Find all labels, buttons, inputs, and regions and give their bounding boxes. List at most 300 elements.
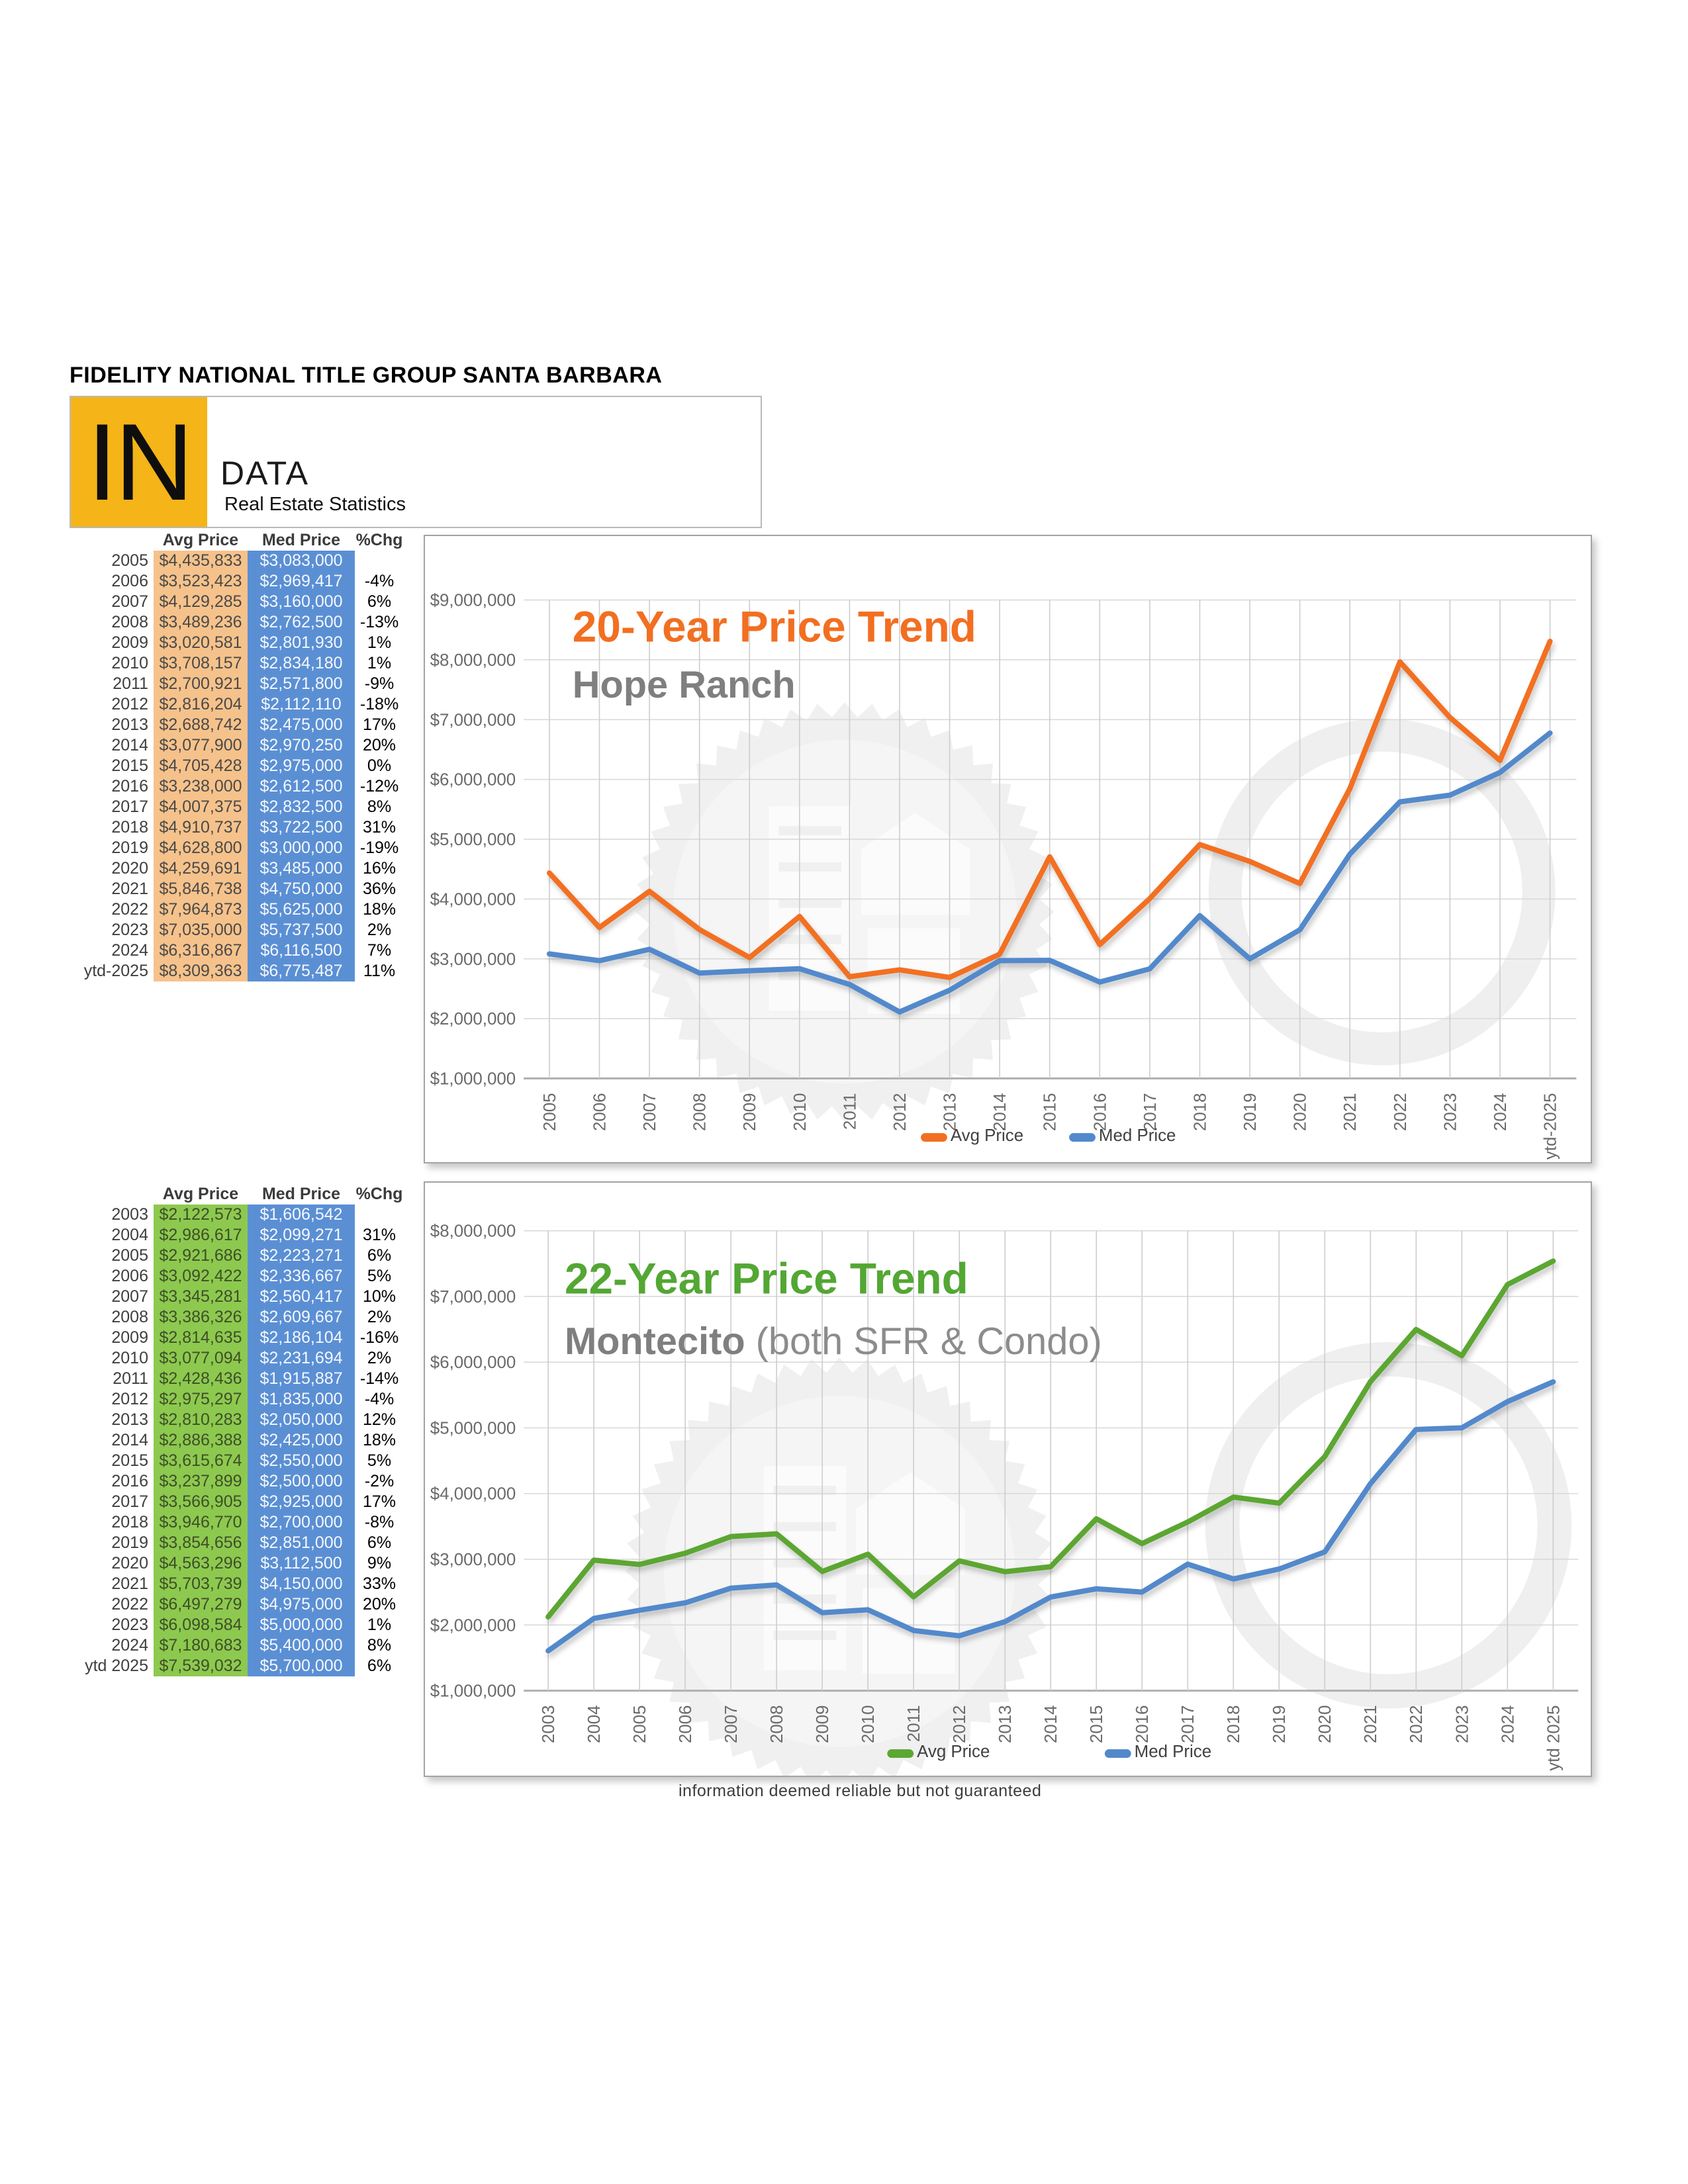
pct-change-cell: 20% [362, 736, 397, 754]
x-axis-label: 2011 [841, 1093, 860, 1130]
table-row [66, 920, 404, 940]
table-row [66, 899, 404, 920]
med-price-cell: $1,835,000 [248, 1389, 355, 1410]
year-cell: 2012 [111, 1390, 148, 1408]
year-cell: 2022 [111, 900, 148, 919]
med-price-cell: $2,925,000 [248, 1492, 355, 1512]
avg-price-cell: $4,563,296 [154, 1553, 248, 1574]
year-cell: 2006 [111, 572, 148, 590]
year-cell: 2004 [111, 1226, 148, 1244]
avg-price-header: Avg Price [162, 1185, 239, 1203]
x-axis-label: 2009 [741, 1093, 760, 1132]
table-row [66, 838, 404, 858]
avg-price-cell: $6,098,584 [154, 1615, 248, 1635]
x-axis-label: 2013 [996, 1705, 1015, 1744]
pct-change-cell: 6% [367, 1246, 392, 1265]
med-price-cell: $3,112,500 [248, 1553, 355, 1574]
avg-price-cell: $2,921,686 [154, 1246, 248, 1266]
table-row [66, 1594, 404, 1615]
table-row [66, 1553, 404, 1574]
legend-swatch [1069, 1133, 1096, 1142]
y-axis-label: $6,000,000 [430, 770, 516, 790]
pct-change-cell: 33% [362, 1574, 397, 1593]
table-row [66, 1410, 404, 1430]
x-axis-label: 2004 [585, 1705, 604, 1744]
table-row [66, 1430, 404, 1451]
logo-mark-text: IN [87, 400, 191, 523]
med-price-cell: $5,700,000 [248, 1656, 355, 1676]
med-price-cell: $6,775,487 [248, 961, 355, 981]
y-axis-label: $1,000,000 [430, 1069, 516, 1089]
year-cell: 2009 [111, 1328, 148, 1347]
y-axis-label: $3,000,000 [430, 1550, 516, 1569]
avg-price-cell: $3,020,581 [154, 633, 248, 653]
x-axis-label: 2024 [1491, 1093, 1510, 1132]
year-cell: 2007 [111, 592, 148, 611]
year-cell: 2023 [111, 921, 148, 939]
avg-price-cell: $3,946,770 [154, 1512, 248, 1533]
year-cell: ytd 2025 [85, 1657, 148, 1675]
pct-change-cell [355, 1205, 404, 1225]
chart-title: 22-Year Price Trend [564, 1254, 968, 1303]
legend-swatch [887, 1749, 914, 1758]
avg-price-header: Avg Price [162, 531, 239, 549]
table-row [66, 1225, 404, 1246]
year-cell: 2006 [111, 1267, 148, 1285]
med-price-cell: $2,186,104 [248, 1328, 355, 1348]
table-row [66, 571, 404, 592]
avg-price-cell: $6,497,279 [154, 1594, 248, 1615]
year-cell: 2017 [111, 797, 148, 816]
y-axis-label: $2,000,000 [430, 1010, 516, 1029]
table-row [66, 1307, 404, 1328]
pct-change-cell: 2% [367, 1349, 392, 1367]
x-axis-label: 2023 [1453, 1705, 1472, 1744]
x-axis-label: 2021 [1362, 1705, 1381, 1744]
med-price-cell: $2,571,800 [248, 674, 355, 694]
table-body [66, 551, 404, 981]
med-price-cell: $2,851,000 [248, 1533, 355, 1553]
table-row [66, 1635, 404, 1656]
pct-change-cell: 1% [367, 1615, 392, 1634]
avg-price-cell: $3,237,899 [154, 1471, 248, 1492]
med-price-cell: $2,560,417 [248, 1287, 355, 1307]
table-row [66, 674, 404, 694]
med-price-cell: $2,700,000 [248, 1512, 355, 1533]
year-cell: 2024 [111, 1636, 148, 1655]
med-price-cell: $2,231,694 [248, 1348, 355, 1369]
x-axis-label: 2003 [539, 1705, 559, 1744]
pct-change-cell: 6% [367, 1657, 392, 1675]
table-row [66, 756, 404, 776]
pct-change-cell: 8% [367, 797, 392, 816]
avg-price-cell: $4,259,691 [154, 858, 248, 879]
legend-label: Med Price [1098, 1126, 1176, 1146]
table-row [66, 1512, 404, 1533]
x-axis-label: 2005 [631, 1705, 650, 1744]
med-price-cell: $2,612,500 [248, 776, 355, 797]
med-price-cell: $2,050,000 [248, 1410, 355, 1430]
med-price-cell: $3,083,000 [248, 551, 355, 571]
avg-price-cell: $3,092,422 [154, 1266, 248, 1287]
legend-label: Avg Price [917, 1743, 990, 1762]
avg-price-cell: $3,345,281 [154, 1287, 248, 1307]
avg-price-cell: $3,077,094 [154, 1348, 248, 1369]
pct-change-cell: -13% [359, 613, 399, 631]
x-axis-label: 2023 [1441, 1093, 1460, 1132]
avg-price-cell: $2,814,635 [154, 1328, 248, 1348]
year-cell: 2010 [111, 654, 148, 672]
x-axis-label: ytd-2025 [1541, 1093, 1560, 1160]
med-price-cell: $2,336,667 [248, 1266, 355, 1287]
table-row [66, 592, 404, 612]
med-price-header: Med Price [261, 531, 341, 549]
table-row [66, 1389, 404, 1410]
table-row [66, 961, 404, 981]
med-price-cell: $5,400,000 [248, 1635, 355, 1656]
x-axis-label: 2017 [1141, 1093, 1160, 1132]
hope-ranch-chart [424, 535, 1592, 1163]
avg-price-cell: $3,708,157 [154, 653, 248, 674]
pct-change-cell: 0% [367, 756, 392, 775]
y-axis-label: $1,000,000 [430, 1682, 516, 1701]
legend-swatch [1105, 1749, 1131, 1758]
watermark-ring-icon [1225, 735, 1539, 1049]
y-axis-label: $4,000,000 [430, 1484, 516, 1504]
avg-price-cell: $5,703,739 [154, 1574, 248, 1594]
pct-change-cell: 17% [362, 715, 397, 734]
med-price-cell: $5,625,000 [248, 899, 355, 920]
avg-price-cell: $7,539,032 [154, 1656, 248, 1676]
montecito-table [66, 1183, 404, 1676]
pct-change-cell: 6% [367, 1533, 392, 1552]
pct-change-cell: 1% [367, 633, 392, 652]
med-price-cell: $2,762,500 [248, 612, 355, 633]
logo-box [70, 396, 762, 528]
table-row [66, 858, 404, 879]
y-axis-label: $8,000,000 [430, 1222, 516, 1241]
x-axis-label: 2019 [1241, 1093, 1260, 1132]
med-price-cell: $4,975,000 [248, 1594, 355, 1615]
avg-price-cell: $4,007,375 [154, 797, 248, 817]
med-price-cell: $3,160,000 [248, 592, 355, 612]
pct-change-cell: 9% [367, 1554, 392, 1572]
avg-price-cell: $4,705,428 [154, 756, 248, 776]
year-cell: 2020 [111, 1554, 148, 1572]
med-price-cell: $5,737,500 [248, 920, 355, 940]
disclaimer-text: information deemed reliable but not guaranteed [679, 1782, 1042, 1800]
table-row [66, 940, 404, 961]
pct-change-cell: 18% [362, 900, 397, 919]
med-price-cell: $2,425,000 [248, 1430, 355, 1451]
year-cell: 2010 [111, 1349, 148, 1367]
year-cell: 2012 [111, 695, 148, 713]
med-price-cell: $2,550,000 [248, 1451, 355, 1471]
legend-swatch [921, 1133, 947, 1142]
avg-price-cell: $6,316,867 [154, 940, 248, 961]
table-row [66, 1574, 404, 1594]
pct-change-cell: 1% [367, 654, 392, 672]
med-price-cell: $2,500,000 [248, 1471, 355, 1492]
med-price-cell: $1,915,887 [248, 1369, 355, 1389]
med-price-cell: $2,832,500 [248, 797, 355, 817]
avg-price-cell: $3,566,905 [154, 1492, 248, 1512]
table-body [66, 1205, 404, 1676]
x-axis-label: 2018 [1225, 1705, 1244, 1744]
x-axis-label: 2018 [1191, 1093, 1210, 1132]
table-header-row [66, 529, 404, 551]
pct-change-cell: 11% [363, 962, 396, 980]
pct-change-cell: 12% [362, 1410, 397, 1429]
year-cell: 2007 [111, 1287, 148, 1306]
pct-change-cell: 7% [367, 941, 392, 960]
avg-price-cell: $2,816,204 [154, 694, 248, 715]
med-price-cell: $2,475,000 [248, 715, 355, 735]
hope-ranch-table [66, 529, 404, 981]
avg-price-cell: $3,238,000 [154, 776, 248, 797]
x-axis-label: 2013 [941, 1093, 960, 1132]
year-cell: 2011 [113, 674, 148, 693]
med-price-cell: $6,116,500 [248, 940, 355, 961]
chart-svg [425, 536, 1591, 1162]
pct-change-cell: -12% [359, 777, 399, 796]
x-axis-label: 2010 [790, 1093, 810, 1132]
pct-change-cell: -19% [359, 839, 399, 857]
year-cell: 2011 [113, 1369, 148, 1388]
pct-change-cell: -4% [364, 1390, 395, 1408]
pct-change-cell: 8% [367, 1636, 392, 1655]
x-axis-label: ytd 2025 [1544, 1705, 1564, 1771]
pct-change-cell: -18% [359, 695, 399, 713]
legend-label: Med Price [1134, 1743, 1212, 1762]
avg-price-cell: $2,428,436 [154, 1369, 248, 1389]
pct-change-cell: 16% [362, 859, 397, 878]
x-axis-label: 2012 [890, 1093, 910, 1132]
x-axis-label: 2007 [722, 1705, 741, 1744]
watermark-ring-icon [1223, 1359, 1555, 1692]
year-cell: 2003 [111, 1205, 148, 1224]
pct-change-cell: 6% [367, 592, 392, 611]
avg-price-cell: $2,986,617 [154, 1225, 248, 1246]
avg-price-cell: $2,810,283 [154, 1410, 248, 1430]
chart-subtitle: Hope Ranch [572, 663, 796, 706]
avg-price-cell: $2,688,742 [154, 715, 248, 735]
x-axis-label: 2020 [1316, 1705, 1335, 1744]
table-header-row [66, 1183, 404, 1205]
montecito-chart [424, 1181, 1592, 1777]
y-axis-label: $6,000,000 [430, 1353, 516, 1373]
table-row [66, 1348, 404, 1369]
x-axis-label: 2006 [590, 1093, 610, 1132]
x-axis-label: 2022 [1391, 1093, 1410, 1132]
year-cell: 2021 [111, 1574, 148, 1593]
table-row [66, 1287, 404, 1307]
table-row [66, 1451, 404, 1471]
avg-price-cell: $3,615,674 [154, 1451, 248, 1471]
med-price-cell: $3,000,000 [248, 838, 355, 858]
pct-change-cell: 5% [367, 1451, 392, 1470]
pct-change-cell: 31% [362, 818, 397, 837]
table-row [66, 776, 404, 797]
avg-price-cell: $7,035,000 [154, 920, 248, 940]
legend-label: Avg Price [950, 1126, 1024, 1146]
pct-change-cell: 5% [367, 1267, 392, 1285]
chart-svg [425, 1183, 1591, 1776]
year-cell: 2021 [111, 880, 148, 898]
med-price-cell: $5,000,000 [248, 1615, 355, 1635]
year-cell: 2009 [111, 633, 148, 652]
y-axis-label: $8,000,000 [430, 651, 516, 670]
x-axis-label: 2011 [905, 1705, 924, 1743]
pct-change-cell: -8% [364, 1513, 395, 1531]
pct-change-cell: 31% [362, 1226, 397, 1244]
pct-change-cell: 36% [362, 880, 397, 898]
year-cell: 2015 [111, 756, 148, 775]
year-cell: 2024 [111, 941, 148, 960]
table-row [66, 1471, 404, 1492]
avg-price-cell: $3,854,656 [154, 1533, 248, 1553]
pct-change-header: %Chg [355, 1185, 403, 1203]
pct-change-cell: 17% [362, 1492, 397, 1511]
y-axis-label: $4,000,000 [430, 890, 516, 909]
pct-change-cell: 10% [362, 1287, 397, 1306]
table-row [66, 1328, 404, 1348]
x-axis-label: 2010 [859, 1705, 878, 1744]
avg-price-cell: $2,886,388 [154, 1430, 248, 1451]
avg-price-cell: $7,964,873 [154, 899, 248, 920]
med-price-cell: $4,150,000 [248, 1574, 355, 1594]
pct-change-cell: -2% [364, 1472, 395, 1490]
x-axis-label: 2007 [641, 1093, 660, 1132]
year-cell: 2005 [111, 551, 148, 570]
x-axis-label: 2008 [768, 1705, 787, 1744]
year-cell: 2013 [111, 715, 148, 734]
y-axis-label: $3,000,000 [430, 950, 516, 969]
year-cell: 2017 [111, 1492, 148, 1511]
year-cell: 2018 [111, 818, 148, 837]
year-cell: 2005 [111, 1246, 148, 1265]
med-price-cell: $4,750,000 [248, 879, 355, 899]
year-header [66, 1183, 154, 1205]
table-row [66, 1492, 404, 1512]
y-axis-label: $9,000,000 [430, 591, 516, 610]
x-axis-label: 2008 [690, 1093, 710, 1132]
year-cell: 2008 [111, 613, 148, 631]
year-cell: 2016 [111, 777, 148, 796]
table-row [66, 1533, 404, 1553]
table-row [66, 1369, 404, 1389]
table-row [66, 1246, 404, 1266]
year-cell: 2013 [111, 1410, 148, 1429]
table-row [66, 551, 404, 571]
table-row [66, 715, 404, 735]
year-cell: 2023 [111, 1615, 148, 1634]
table-row [66, 633, 404, 653]
logo-data-text: DATA [220, 455, 309, 492]
table-row [66, 1615, 404, 1635]
avg-price-cell: $3,077,900 [154, 735, 248, 756]
x-axis-label: 2014 [1042, 1705, 1061, 1744]
med-price-cell: $3,722,500 [248, 817, 355, 838]
med-price-cell: $2,609,667 [248, 1307, 355, 1328]
y-axis-label: $5,000,000 [430, 831, 516, 850]
x-axis-label: 2016 [1091, 1093, 1110, 1132]
x-axis-label: 2015 [1041, 1093, 1060, 1132]
table-row [66, 694, 404, 715]
med-price-cell: $2,969,417 [248, 571, 355, 592]
x-axis-label: 2014 [991, 1093, 1010, 1132]
x-axis-label: 2005 [540, 1093, 559, 1132]
table-row [66, 735, 404, 756]
avg-price-cell: $2,700,921 [154, 674, 248, 694]
pct-change-header: %Chg [355, 531, 403, 549]
chart-subtitle: Montecito (both SFR & Condo) [564, 1320, 1102, 1363]
year-cell: ytd-2025 [83, 962, 148, 980]
x-axis-label: 2012 [951, 1705, 970, 1744]
avg-price-cell: $5,846,738 [154, 879, 248, 899]
table-row [66, 1266, 404, 1287]
med-price-cell: $2,975,000 [248, 756, 355, 776]
avg-price-cell: $7,180,683 [154, 1635, 248, 1656]
table-row [66, 817, 404, 838]
watermark-seal-icon [635, 702, 1054, 1121]
y-axis-label: $2,000,000 [430, 1616, 516, 1635]
med-price-cell: $2,223,271 [248, 1246, 355, 1266]
report-title: FIDELITY NATIONAL TITLE GROUP SANTA BARBARA [70, 363, 663, 388]
pct-change-cell [355, 551, 404, 571]
x-axis-label: 2015 [1088, 1705, 1107, 1744]
table-row [66, 879, 404, 899]
y-axis-label: $7,000,000 [430, 1287, 516, 1306]
chart-title: 20-Year Price Trend [572, 602, 976, 651]
med-price-cell: $3,485,000 [248, 858, 355, 879]
med-price-cell: $1,606,542 [248, 1205, 355, 1225]
table-row [66, 797, 404, 817]
year-cell: 2019 [111, 1533, 148, 1552]
med-price-cell: $2,970,250 [248, 735, 355, 756]
year-cell: 2008 [111, 1308, 148, 1326]
x-axis-label: 2016 [1133, 1705, 1152, 1744]
year-cell: 2014 [111, 736, 148, 754]
year-cell: 2022 [111, 1595, 148, 1614]
med-price-cell: $2,099,271 [248, 1225, 355, 1246]
table-row [66, 1656, 404, 1676]
avg-price-cell: $3,489,236 [154, 612, 248, 633]
logo-tagline: Real Estate Statistics [224, 494, 406, 515]
avg-price-cell: $3,386,326 [154, 1307, 248, 1328]
year-cell: 2014 [111, 1431, 148, 1449]
avg-price-cell: $4,628,800 [154, 838, 248, 858]
pct-change-cell: 2% [367, 921, 392, 939]
med-price-header: Med Price [261, 1185, 341, 1203]
year-cell: 2018 [111, 1513, 148, 1531]
x-axis-label: 2022 [1407, 1705, 1427, 1744]
pct-change-cell: 18% [362, 1431, 397, 1449]
avg-price-cell: $3,523,423 [154, 571, 248, 592]
med-price-cell: $2,112,110 [248, 694, 355, 715]
y-axis-label: $7,000,000 [430, 711, 516, 730]
avg-price-cell: $4,435,833 [154, 551, 248, 571]
pct-change-cell: -16% [359, 1328, 399, 1347]
x-axis-label: 2009 [814, 1705, 833, 1744]
avg-price-cell: $8,309,363 [154, 961, 248, 981]
x-axis-label: 2017 [1179, 1705, 1198, 1744]
x-axis-label: 2021 [1341, 1093, 1360, 1132]
year-cell: 2020 [111, 859, 148, 878]
avg-price-cell: $4,129,285 [154, 592, 248, 612]
year-cell: 2015 [111, 1451, 148, 1470]
table-row [66, 653, 404, 674]
